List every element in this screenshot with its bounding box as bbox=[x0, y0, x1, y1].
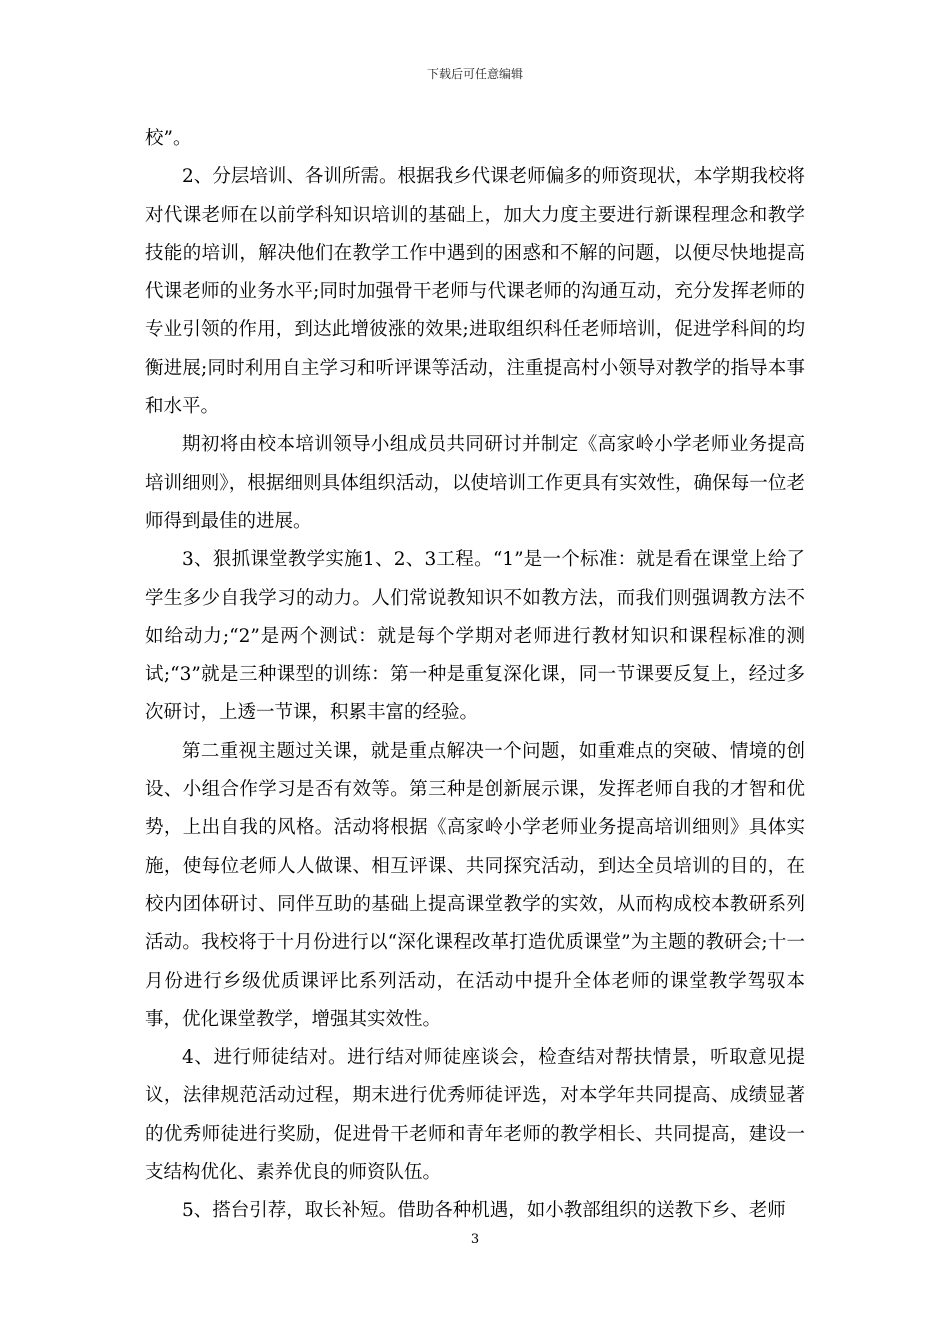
page-header: 下载后可任意编辑 bbox=[426, 67, 523, 81]
paragraph-training-rules: 期初将由校本培训领导小组成员共同研讨并制定《高家岭小学老师业务提高培训细则》，根据细则具体组织活动，以使培训工作更具有实效性，确保每一位老师得到最佳的进展。 bbox=[145, 434, 805, 532]
paragraph-item-4: 4、进行师徒结对。进行结对师徒座谈会，检查结对帮扶情景，听取意见提议，法律规范活动过程，期末进行优秀师徒评选，对本学年共同提高、成绩显著的优秀师徒进行奖励，促进骨干老师和青年老师的教学相长、共同提高，建设一支结构优化、素养优良的师资队伍。 bbox=[145, 1047, 805, 1184]
document-body bbox=[145, 120, 805, 1231]
paragraph-item-3: 3、狠抓课堂教学实施1、2、3工程。“1”是一个标准：就是看在课堂上给了学生多少自我学习的动力。人们常说教知识不如教方法，而我们则强调教方法不如给动力;“2”是两个测试：就是每个学期对老师进行教材知识和课程标准的测试;“3”就是三种课型的训练：第一种是重复深化课，同一节课要反复上，经过多次研讨，上透一节课，积累丰富的经验。 bbox=[145, 549, 805, 724]
paragraph-continuation: 校”。 bbox=[145, 128, 192, 149]
paragraph-item-5: 5、搭台引荐，取长补短。借助各种机遇，如小教部组织的送教下乡、老师 bbox=[182, 1200, 786, 1222]
paragraph-lesson-types: 第二重视主题过关课，就是重点解决一个问题，如重难点的突破、情境的创设、小组合作学习是否有效等。第三种是创新展示课，发挥老师自我的才智和优势，上出自我的风格。活动将根据《高家岭小学老师业务提高培训细则》具体实施，使每位老师人人做课、相互评课、共同探究活动，到达全员培训的目的，在校内团体研讨、同伴互助的基础上提高课堂教学的实效，从而构成校本教研系列活动。我校将于十月份进行以“深化课程改革打造优质课堂”为主题的教研会;十一月份进行乡级优质课评比系列活动，在活动中提升全体老师的课堂教学驾驭本事，优化课堂教学，增强其实效性。 bbox=[145, 740, 805, 1030]
paragraph-item-2: 2、分层培训、各训所需。根据我乡代课老师偏多的师资现状，本学期我校将对代课老师在以前学科知识培训的基础上，加大力度主要进行新课程理念和教学技能的培训，解决他们在教学工作中遇到的困惑和不解的问题，以便尽快地提高代课老师的业务水平;同时加强骨干老师与代课老师的沟通互动，充分发挥老师的专业引领的作用，到达此增彼涨的效果;进取组织科任老师培训，促进学科间的均衡进展;同时利用自主学习和听评课等活动，注重提高村小领导对教学的指导本事和水平。 bbox=[145, 166, 805, 418]
page-number: 3 bbox=[470, 1232, 480, 1247]
